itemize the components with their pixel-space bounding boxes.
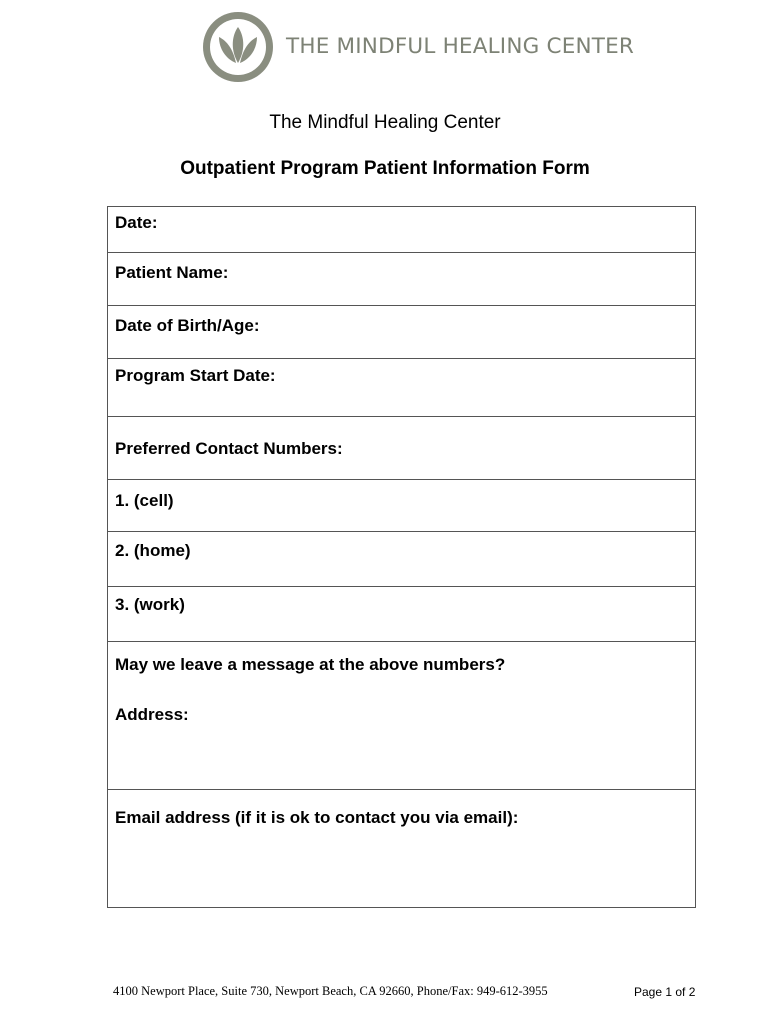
work-label: 3. (work)	[115, 595, 185, 614]
org-title: The Mindful Healing Center	[269, 112, 501, 133]
logo-text: THE MINDFUL HEALING CENTER	[286, 34, 635, 59]
dob-age-row[interactable]	[108, 305, 695, 358]
page-total: 2	[688, 985, 696, 999]
form-title: Outpatient Program Patient Information Form	[180, 158, 590, 179]
program-start-row[interactable]	[108, 358, 695, 416]
page-sep: of	[672, 985, 689, 999]
leave-message-label: May we leave a message at the above numbers?	[115, 655, 506, 674]
footer-address: 4100 Newport Place, Suite 730, Newport Beach, CA 92660, Phone/Fax: 949-612-3955	[113, 984, 548, 998]
home-row[interactable]	[108, 531, 695, 586]
logo	[202, 11, 635, 83]
email-label: Email address (if it is ok to contact you via email):	[115, 808, 519, 827]
home-label: 2. (home)	[115, 541, 191, 560]
page-number	[634, 985, 695, 999]
dob-age-label: Date of Birth/Age:	[115, 316, 260, 335]
page-current: 1	[665, 985, 673, 999]
email-row[interactable]	[108, 789, 695, 907]
date-label: Date:	[115, 213, 158, 232]
page-prefix: Page	[634, 985, 666, 999]
work-row[interactable]	[108, 586, 695, 641]
program-start-label: Program Start Date:	[115, 366, 276, 385]
cell-label: 1. (cell)	[115, 491, 174, 510]
lotus-icon	[202, 11, 274, 83]
patient-form	[107, 206, 696, 908]
patient-name-row[interactable]	[108, 252, 695, 305]
preferred-contact-row	[108, 416, 695, 479]
message-address-row[interactable]	[108, 641, 695, 789]
cell-row[interactable]	[108, 479, 695, 531]
patient-name-label: Patient Name:	[115, 263, 229, 282]
date-row[interactable]	[108, 207, 695, 252]
preferred-contact-label: Preferred Contact Numbers:	[115, 439, 343, 458]
address-label: Address:	[115, 705, 189, 724]
